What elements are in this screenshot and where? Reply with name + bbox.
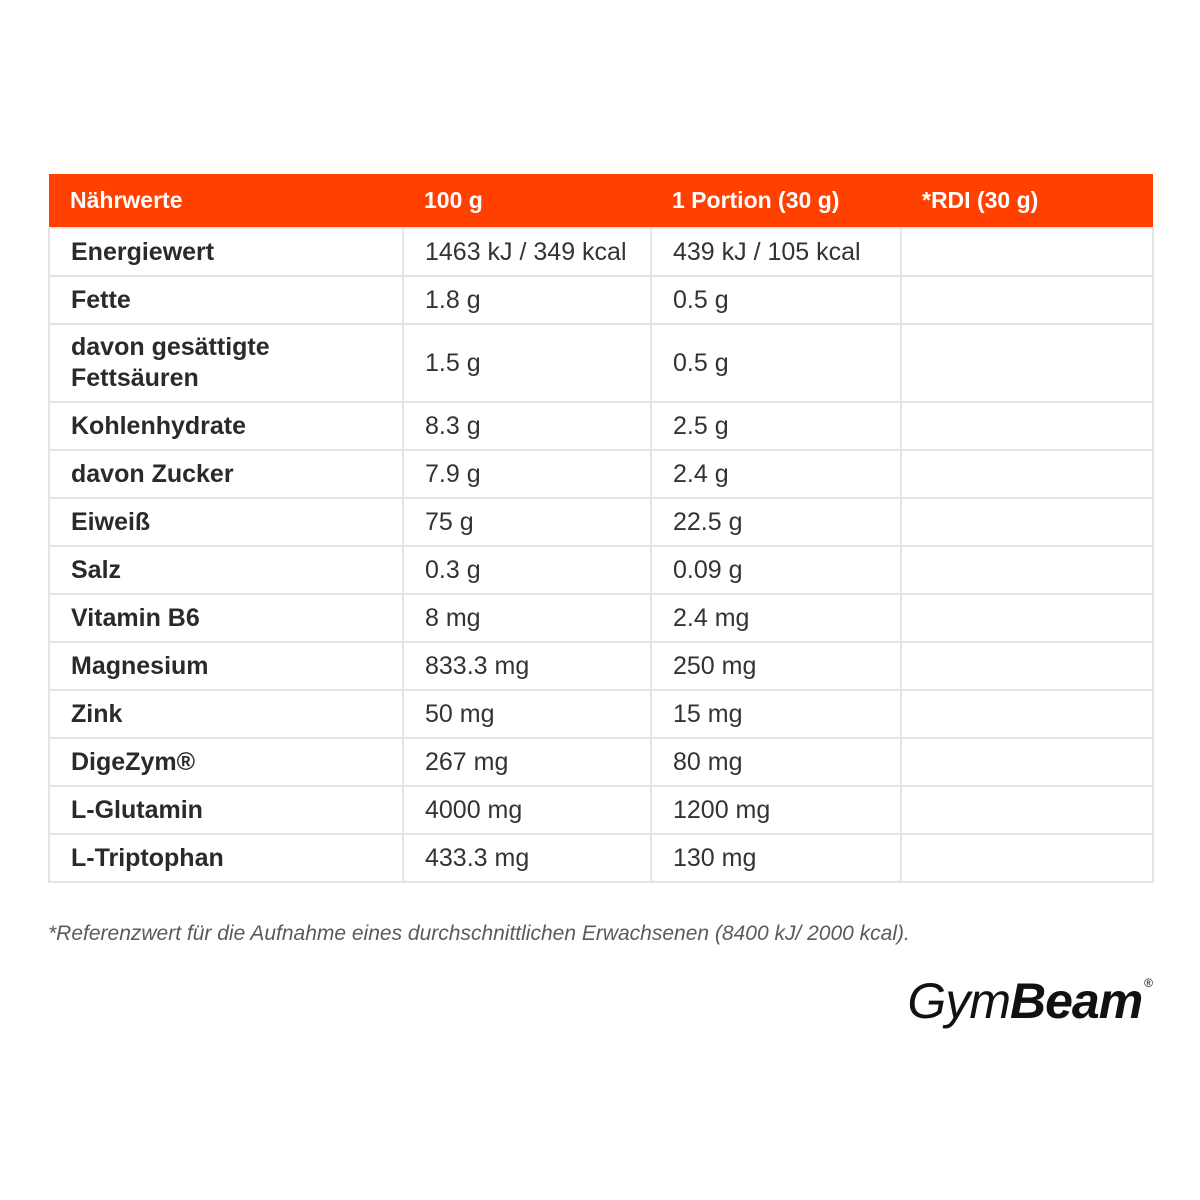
header-rdi: *RDI (30 g) (901, 174, 1153, 228)
nutrient-label: davon Zucker (49, 450, 403, 498)
gymbeam-logo (907, 972, 1152, 1030)
footnote: *Referenzwert für die Aufnahme eines durchschnittlichen Erwachsenen (8400 kJ/ 2000 kcal). (48, 922, 910, 945)
nutrient-label: DigeZym® (49, 738, 403, 786)
value-rdi (901, 228, 1153, 276)
nutrient-label: Energiewert (49, 228, 403, 276)
value-per-100g: 433.3 mg (403, 834, 651, 882)
value-per-100g: 4000 mg (403, 786, 651, 834)
value-per-portion: 250 mg (651, 642, 901, 690)
value-per-portion: 1200 mg (651, 786, 901, 834)
nutrient-label: Vitamin B6 (49, 594, 403, 642)
table-row (49, 594, 1153, 642)
nutrition-table (48, 174, 1154, 883)
table-row (49, 276, 1153, 324)
value-per-portion: 2.4 g (651, 450, 901, 498)
nutrient-label: davon gesättigte Fettsäuren (49, 324, 403, 402)
nutrient-label: Fette (49, 276, 403, 324)
value-per-100g: 8 mg (403, 594, 651, 642)
nutrient-label: Kohlenhydrate (49, 402, 403, 450)
value-per-100g: 1.8 g (403, 276, 651, 324)
nutrient-label: Eiweiß (49, 498, 403, 546)
table-row (49, 546, 1153, 594)
logo-part-beam: Beam (1009, 973, 1143, 1029)
value-per-portion: 0.5 g (651, 276, 901, 324)
table-row (49, 498, 1153, 546)
table-row (49, 738, 1153, 786)
value-per-100g: 7.9 g (403, 450, 651, 498)
header-per-portion: 1 Portion (30 g) (651, 174, 901, 228)
value-rdi (901, 324, 1153, 402)
value-per-portion: 22.5 g (651, 498, 901, 546)
value-rdi (901, 276, 1153, 324)
value-per-100g: 267 mg (403, 738, 651, 786)
table-row (49, 228, 1153, 276)
header-per-100g: 100 g (403, 174, 651, 228)
value-per-100g: 8.3 g (403, 402, 651, 450)
value-rdi (901, 594, 1153, 642)
nutrient-label: Magnesium (49, 642, 403, 690)
nutrient-label: Zink (49, 690, 403, 738)
value-per-100g: 0.3 g (403, 546, 651, 594)
value-per-portion: 439 kJ / 105 kcal (651, 228, 901, 276)
table-row (49, 834, 1153, 882)
value-per-100g: 75 g (403, 498, 651, 546)
nutrient-label: Salz (49, 546, 403, 594)
logo-part-gym: Gym (907, 973, 1010, 1029)
value-rdi (901, 450, 1153, 498)
table-row (49, 786, 1153, 834)
value-per-portion: 2.5 g (651, 402, 901, 450)
value-per-portion: 15 mg (651, 690, 901, 738)
logo-registered-mark: ® (1144, 976, 1152, 990)
header-naehrwerte: Nährwerte (49, 174, 403, 228)
value-per-portion: 0.09 g (651, 546, 901, 594)
value-per-100g: 1463 kJ / 349 kcal (403, 228, 651, 276)
value-per-100g: 833.3 mg (403, 642, 651, 690)
nutrient-label: L-Triptophan (49, 834, 403, 882)
table-row (49, 690, 1153, 738)
value-rdi (901, 498, 1153, 546)
value-per-100g: 50 mg (403, 690, 651, 738)
header-row (49, 174, 1153, 228)
value-per-portion: 80 mg (651, 738, 901, 786)
table-row (49, 324, 1153, 402)
table-header (49, 174, 1153, 228)
value-rdi (901, 402, 1153, 450)
table-row (49, 642, 1153, 690)
value-rdi (901, 738, 1153, 786)
table-body (49, 228, 1153, 882)
value-rdi (901, 642, 1153, 690)
value-rdi (901, 546, 1153, 594)
value-per-100g: 1.5 g (403, 324, 651, 402)
value-per-portion: 2.4 mg (651, 594, 901, 642)
value-per-portion: 130 mg (651, 834, 901, 882)
table-row (49, 402, 1153, 450)
table-row (49, 450, 1153, 498)
value-rdi (901, 834, 1153, 882)
value-rdi (901, 786, 1153, 834)
nutrient-label: L-Glutamin (49, 786, 403, 834)
value-per-portion: 0.5 g (651, 324, 901, 402)
value-rdi (901, 690, 1153, 738)
